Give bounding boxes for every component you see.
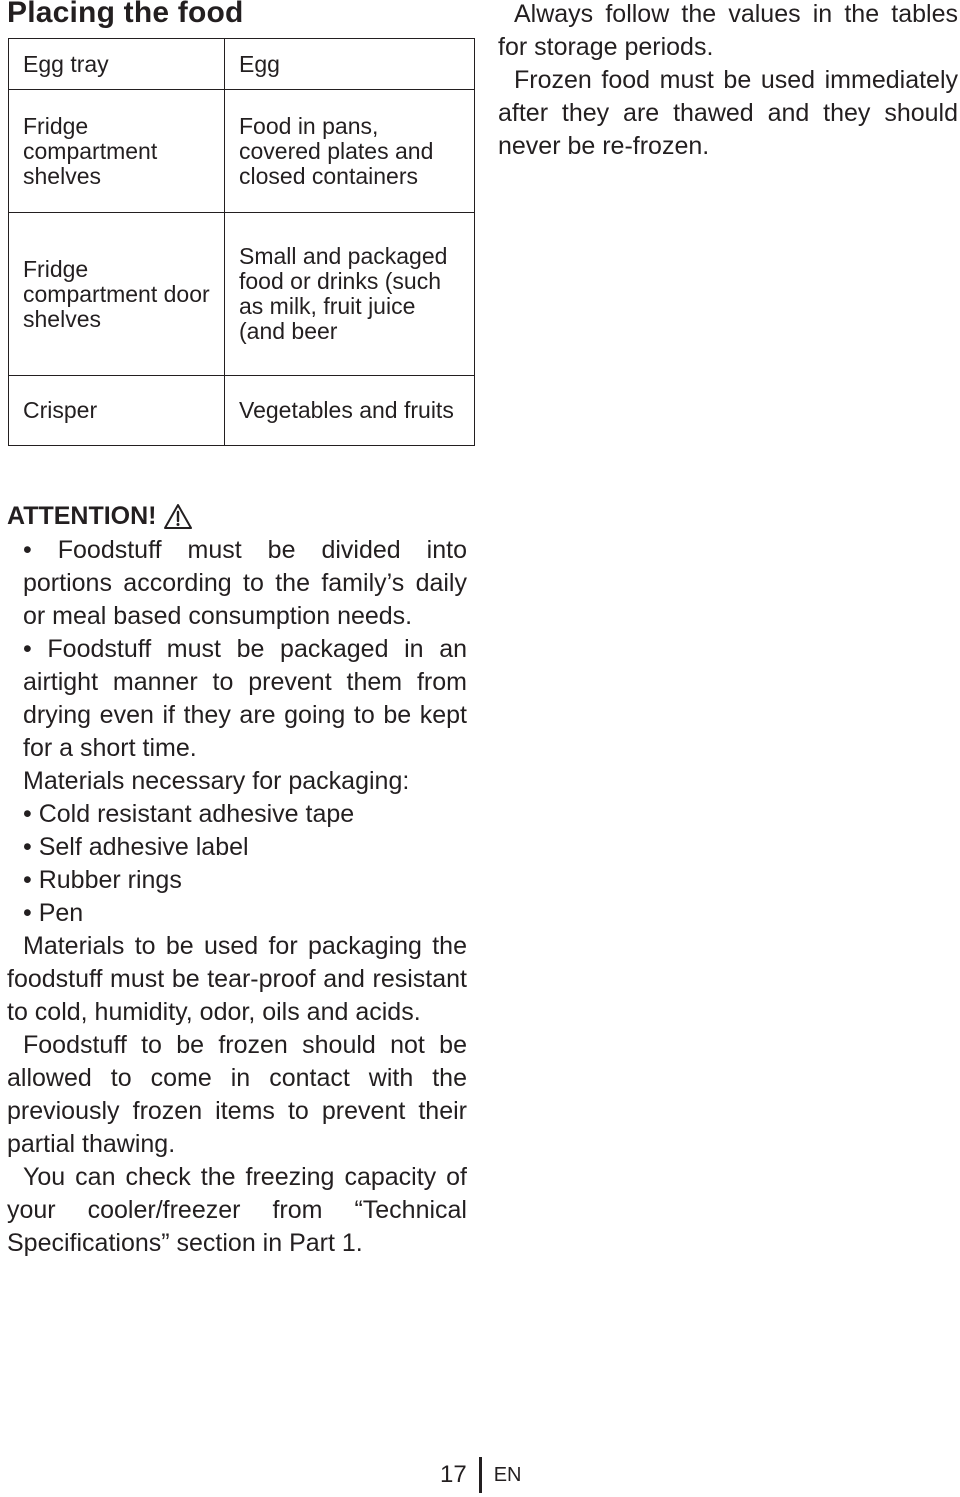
freezing-capacity-paragraph: You can check the freezing capacity of your cooler/freezer from “Technical Specifications” section in Part 1. <box>7 1163 467 1257</box>
page-number: 17 <box>440 1461 467 1488</box>
storage-periods-paragraph: Always follow the values in the tables for storage periods. <box>498 0 958 61</box>
language-code: EN <box>493 1463 522 1486</box>
materials-requirements-paragraph: Materials to be used for packaging the foodstuff must be tear-proof and resistant to cold, humidity, odor, oils and acids. <box>7 932 467 1026</box>
table-cell-location: Crisper <box>9 376 225 446</box>
page-footer <box>440 1457 522 1493</box>
table-row <box>9 90 475 213</box>
attention-heading <box>7 500 193 533</box>
storage-notes <box>498 0 958 163</box>
attention-body <box>7 534 467 1260</box>
warning-triangle-icon <box>163 503 193 530</box>
frozen-contact-paragraph: Foodstuff to be frozen should not be allowed to come in contact with the previously frozen items to prevent their partial thawing. <box>7 1031 467 1158</box>
table-cell-food: Small and packaged food or drinks (such as milk, fruit juice (and beer <box>225 213 475 376</box>
list-item: • Pen <box>7 897 467 930</box>
attention-bullet-airtight: • Foodstuff must be packaged in an airtight manner to prevent them from drying even if they are going to be kept for a short time. <box>7 633 467 765</box>
table-row <box>9 213 475 376</box>
frozen-food-paragraph: Frozen food must be used immediately after they are thawed and they should never be re-frozen. <box>498 66 958 160</box>
list-item: • Self adhesive label <box>7 831 467 864</box>
table-cell-food: Vegetables and fruits <box>225 376 475 446</box>
table-cell-location: Fridge compartment shelves <box>9 90 225 213</box>
list-item: • Rubber rings <box>7 864 467 897</box>
table-row <box>9 376 475 446</box>
materials-intro: Materials necessary for packaging: <box>23 767 410 795</box>
attention-bullet-portions: • Foodstuff must be divided into portions according to the family’s daily or meal based consumption needs. <box>7 534 467 633</box>
food-placement-table <box>8 38 475 446</box>
table-cell-location: Egg tray <box>9 39 225 90</box>
table-row <box>9 39 475 90</box>
table-cell-food: Food in pans, covered plates and closed containers <box>225 90 475 213</box>
footer-divider <box>479 1457 482 1493</box>
list-item: • Cold resistant adhesive tape <box>7 798 467 831</box>
page-title: Placing the food <box>7 0 244 29</box>
table-cell-food: Egg <box>225 39 475 90</box>
attention-label: ATTENTION! <box>7 502 157 530</box>
table-cell-location: Fridge compartment door shelves <box>9 213 225 376</box>
